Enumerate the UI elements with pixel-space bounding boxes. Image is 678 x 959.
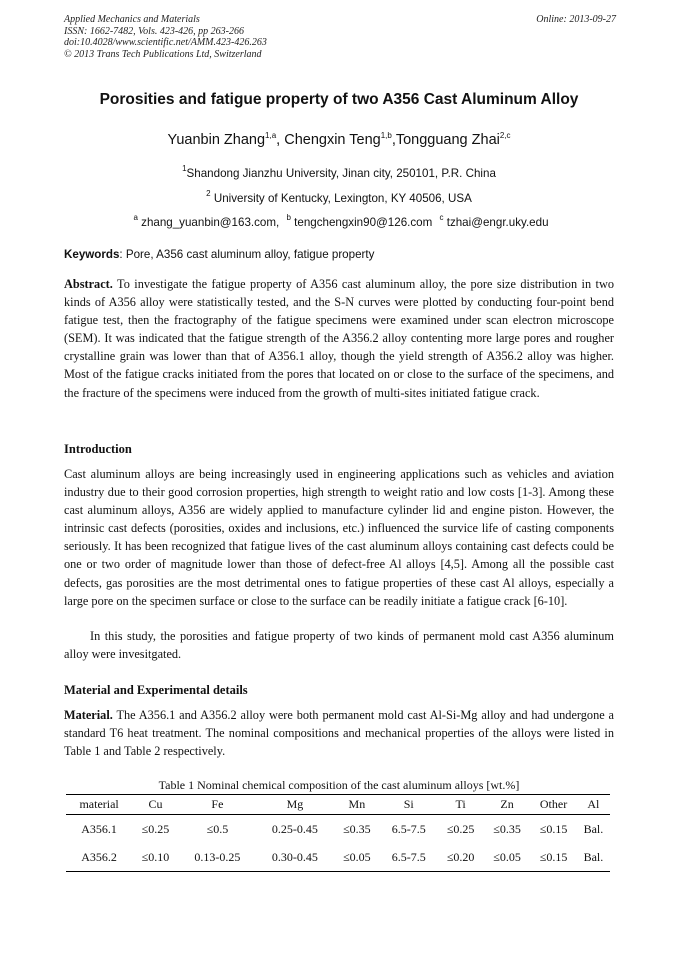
email-sup: b [286, 213, 291, 222]
introduction-paragraph-2: In this study, the porosities and fatigue property of two kinds of permanent mold cast A356 aluminum alloy were invesitgated. [64, 629, 614, 662]
introduction-paragraph-1: Cast aluminum alloys are being increasingly used in engineering applications such as vehicles and aviation industry due to their good corrosion properties, high strength to weight ratio and low costs [1-3]. Among these cast aluminum alloys, A356 are widely applied to manufacture cylinder lid and engine piston. However, the intrinsic cast defects (porosities, oxides and inclusions, etc.) influenced the survice life of casting components seriously. It has been recognized that fatigue lives of the cast aluminum alloys containing cast defects could be one or two order of magnitude lower than those of defect-free Al alloys [4,5]. Among all the possible cast defects, gas porosities are the most detrimental ones to fatigue properties of these cast Al alloys, especially a large pore on the specimen surface or close to the surface can be readily initiate a fatigue crack [6-10]. [64, 467, 614, 608]
author-sep: , [276, 132, 285, 148]
table-header-cell: Zn [484, 795, 530, 815]
author-name: Chengxin Teng [284, 132, 381, 148]
material-paragraph [64, 706, 614, 760]
abstract-paragraph [64, 275, 614, 402]
author-emails [0, 213, 678, 229]
table-header-cell: Cu [132, 795, 178, 815]
abstract-text: To investigate the fatigue property of A356 cast aluminum alloy, the pore size distribution in two kinds of A356 alloy were statistically tested, and the S-N curves were plotted by conducting four-point bend fatigue test, then the fractography of the fatigue specimens were examined under scan electron microscope (SEM). It was indicated that the fatigue strength of the A356.2 alloy contenting more large pores and rougher crystalline grain was lower than that of A356.1 alloy, though the yield strength of A356.2 alloy was higher. Most of the fatigue cracks initiated from the pores that located on or close to the surface of the specimens, and the fracture of the specimens were induced from the growth of multi-sites initiated fatigue crack. [64, 277, 614, 400]
table-cell: ≤0.15 [530, 843, 576, 872]
table-header-cell: Fe [179, 795, 256, 815]
email-sup: c [439, 213, 444, 222]
table-cell: ≤0.25 [446, 821, 475, 836]
table-header-cell: Ti [437, 795, 483, 815]
table-row [66, 843, 610, 872]
material-label: Material. [64, 708, 113, 722]
keywords-text: : Pore, A356 cast aluminum alloy, fatigue property [119, 248, 375, 261]
table-cell: A356.1 [81, 821, 117, 836]
material-text: The A356.1 and A356.2 alloy were both permanent mold cast Al-Si-Mg alloy and had undergone a standard T6 heat treatment. The nominal compositions and mechanical properties of the alloys were listed in Table 1 and Table 2 respectively. [64, 708, 614, 759]
abstract-label: Abstract. [64, 277, 113, 291]
affiliation-sup: 2 [206, 189, 211, 198]
affiliation-sup: 1 [182, 164, 187, 173]
table-cell: ≤0.5 [206, 821, 229, 836]
table-cell: ≤0.05 [334, 843, 380, 872]
table-cell: 6.5-7.5 [380, 843, 437, 872]
introduction-heading: Introduction [64, 442, 132, 456]
author-sup: 1,b [380, 131, 392, 140]
table-cell: 6.5-7.5 [391, 821, 426, 836]
table-header-row [66, 795, 610, 815]
author-sep: , [391, 132, 396, 148]
table-header-cell: Mn [334, 795, 380, 815]
author-sup: 1,a [265, 131, 277, 140]
table-header-cell: Si [380, 795, 437, 815]
keywords-label: Keywords [64, 248, 120, 261]
table-cell: ≤0.05 [484, 843, 530, 872]
email-link[interactable]: tengchengxin90@126.com [290, 216, 433, 229]
journal-name: Applied Mechanics and Materials [64, 14, 200, 25]
affiliation-2 [0, 189, 678, 205]
table-caption: Table 1 Nominal chemical composition of the cast aluminum alloys [wt.%] [158, 778, 520, 792]
table-header-cell: Al [577, 795, 610, 815]
table-header-cell: material [66, 795, 132, 815]
composition-table [66, 794, 610, 872]
author-name: Yuanbin Zhang [167, 132, 266, 148]
affiliation-1 [0, 164, 678, 180]
table-row [66, 815, 610, 844]
table-header-cell: Mg [256, 795, 333, 815]
affiliation-text: University of Kentucky, Lexington, KY 40506, USA [210, 192, 472, 205]
material-heading: Material and Experimental details [64, 683, 248, 697]
table-cell: 0.13-0.25 [179, 843, 256, 872]
issn-line: ISSN: 1662-7482, Vols. 423-426, pp 263-266 [64, 25, 244, 37]
table-header-cell: Other [530, 795, 576, 815]
copyright-line: © 2013 Trans Tech Publications Ltd, Switzerland [64, 48, 262, 60]
online-date: Online: 2013-09-27 [536, 14, 616, 25]
author-name: Tongguang Zhai [395, 132, 500, 148]
email-link[interactable]: zhang_yuanbin@163.com, [137, 216, 280, 229]
author-list [0, 132, 678, 148]
table-cell: ≤0.35 [493, 821, 521, 836]
table-cell: ≤0.20 [437, 843, 483, 872]
keywords-line [64, 248, 374, 261]
table-cell: 0.30-0.45 [256, 843, 333, 872]
email-link[interactable]: tzhai@engr.uky.edu [443, 216, 549, 229]
table-cell: Bal. [577, 843, 610, 872]
table-cell: A356.2 [66, 843, 132, 872]
doi-line: doi:10.4028/www.scientific.net/AMM.423-426.263 [64, 37, 267, 48]
journal-header [64, 14, 267, 60]
table-cell: ≤0.35 [343, 821, 371, 836]
table-cell: ≤0.10 [132, 843, 178, 872]
email-sup: a [133, 213, 138, 222]
paper-title: Porosities and fatigue property of two A356 Cast Aluminum Alloy [99, 91, 579, 108]
author-sup: 2,c [499, 131, 511, 140]
table-cell: Bal. [583, 821, 604, 836]
table-cell: ≤0.15 [539, 821, 568, 836]
table-cell: ≤0.25 [141, 821, 170, 836]
affiliation-text: Shandong Jianzhu University, Jinan city, 250101, P.R. China [186, 167, 496, 180]
table-cell: 0.25-0.45 [271, 821, 318, 836]
